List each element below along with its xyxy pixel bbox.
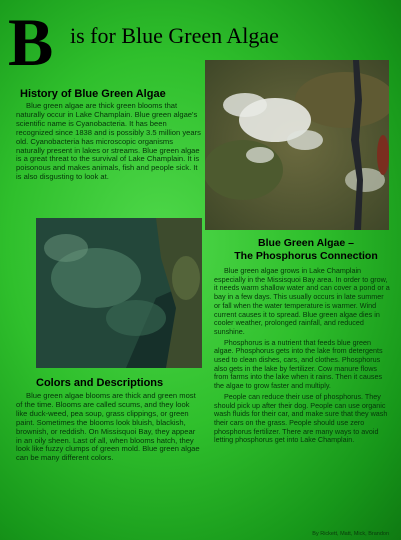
phosphorus-paragraph-2: Phosphorus is a nutrient that feeds blue green algae. Phosphorus gets into the lake from detergents used to clean dishes, cars, and clothes. Phosphorus also gets in the lake by fertilizer. Cow manure flows from farms into the lake when it rains. Then it causes the algae to grow faster and multiply.	[214, 337, 383, 391]
big-letter: B	[8, 4, 54, 80]
history-text-block	[16, 102, 201, 182]
colors-text-block	[16, 392, 201, 463]
colors-paragraph: Blue green algae blooms are thick and green most of the time. Blooms are called scums, and they look like duck-weed, pea soup, grass clippings, or green paint. Sometimes the blooms look bluish, blackish, brownish, or reddish. On Missisquoi Bay, they appear in an oily sheen. Last of all, when blooms hatch, they look like fuzzy clumps of green mold. Blue green algae can be many different colors.	[16, 391, 200, 463]
satellite-image-lake	[205, 60, 389, 230]
phosphorus-heading-line2: The Phosphorus Connection	[234, 250, 378, 262]
history-heading: History of Blue Green Algae	[20, 88, 166, 100]
phosphorus-paragraph-1: Blue green algae grows in Lake Champlain especially in the Missisquoi Bay area. In order to grow, it needs warm shallow water and can cover a pond or a bay in a few days. This usually occurs in late summer or fall when the water temperature is warmer. Wind current causes it to spread. Blue green algae dies in cooler weather, prolonged rainfall, and reduced sunshine.	[214, 266, 390, 336]
satellite-image-bay	[36, 218, 202, 368]
author-credit: By Rickett, Matt, Mick, Brandon	[312, 531, 389, 537]
phosphorus-heading	[216, 237, 396, 263]
colors-heading: Colors and Descriptions	[36, 377, 164, 389]
phosphorus-text-block	[214, 267, 390, 445]
page-title: is for Blue Green Algae	[70, 23, 279, 48]
phosphorus-heading-line1: Blue Green Algae –	[258, 237, 354, 249]
phosphorus-paragraph-3: People can reduce their use of phosphorus. They should pick up after their dog. People can use organic wash fluids for their car, and make sure that they wash their cars on the grass. People should use zero phosphorus fertilizer. There are many ways to avoid letting phosphorus get into Lake Champlain.	[214, 391, 388, 445]
history-paragraph: Blue green algae are thick green blooms that naturally occur in Lake Champlain. Blue green algae's scientific name is Cyanobacteria. It has been recognized since 1838 and is possibly 3.5 million years old. Cyanobacteria has microscopic organisms naturally present in lakes or streams. Blue green algae is a great threat to the survival of Lake Champlain. It is poisonous and makes animals, fish and people sick. It is also disgusting to look at.	[16, 101, 201, 182]
